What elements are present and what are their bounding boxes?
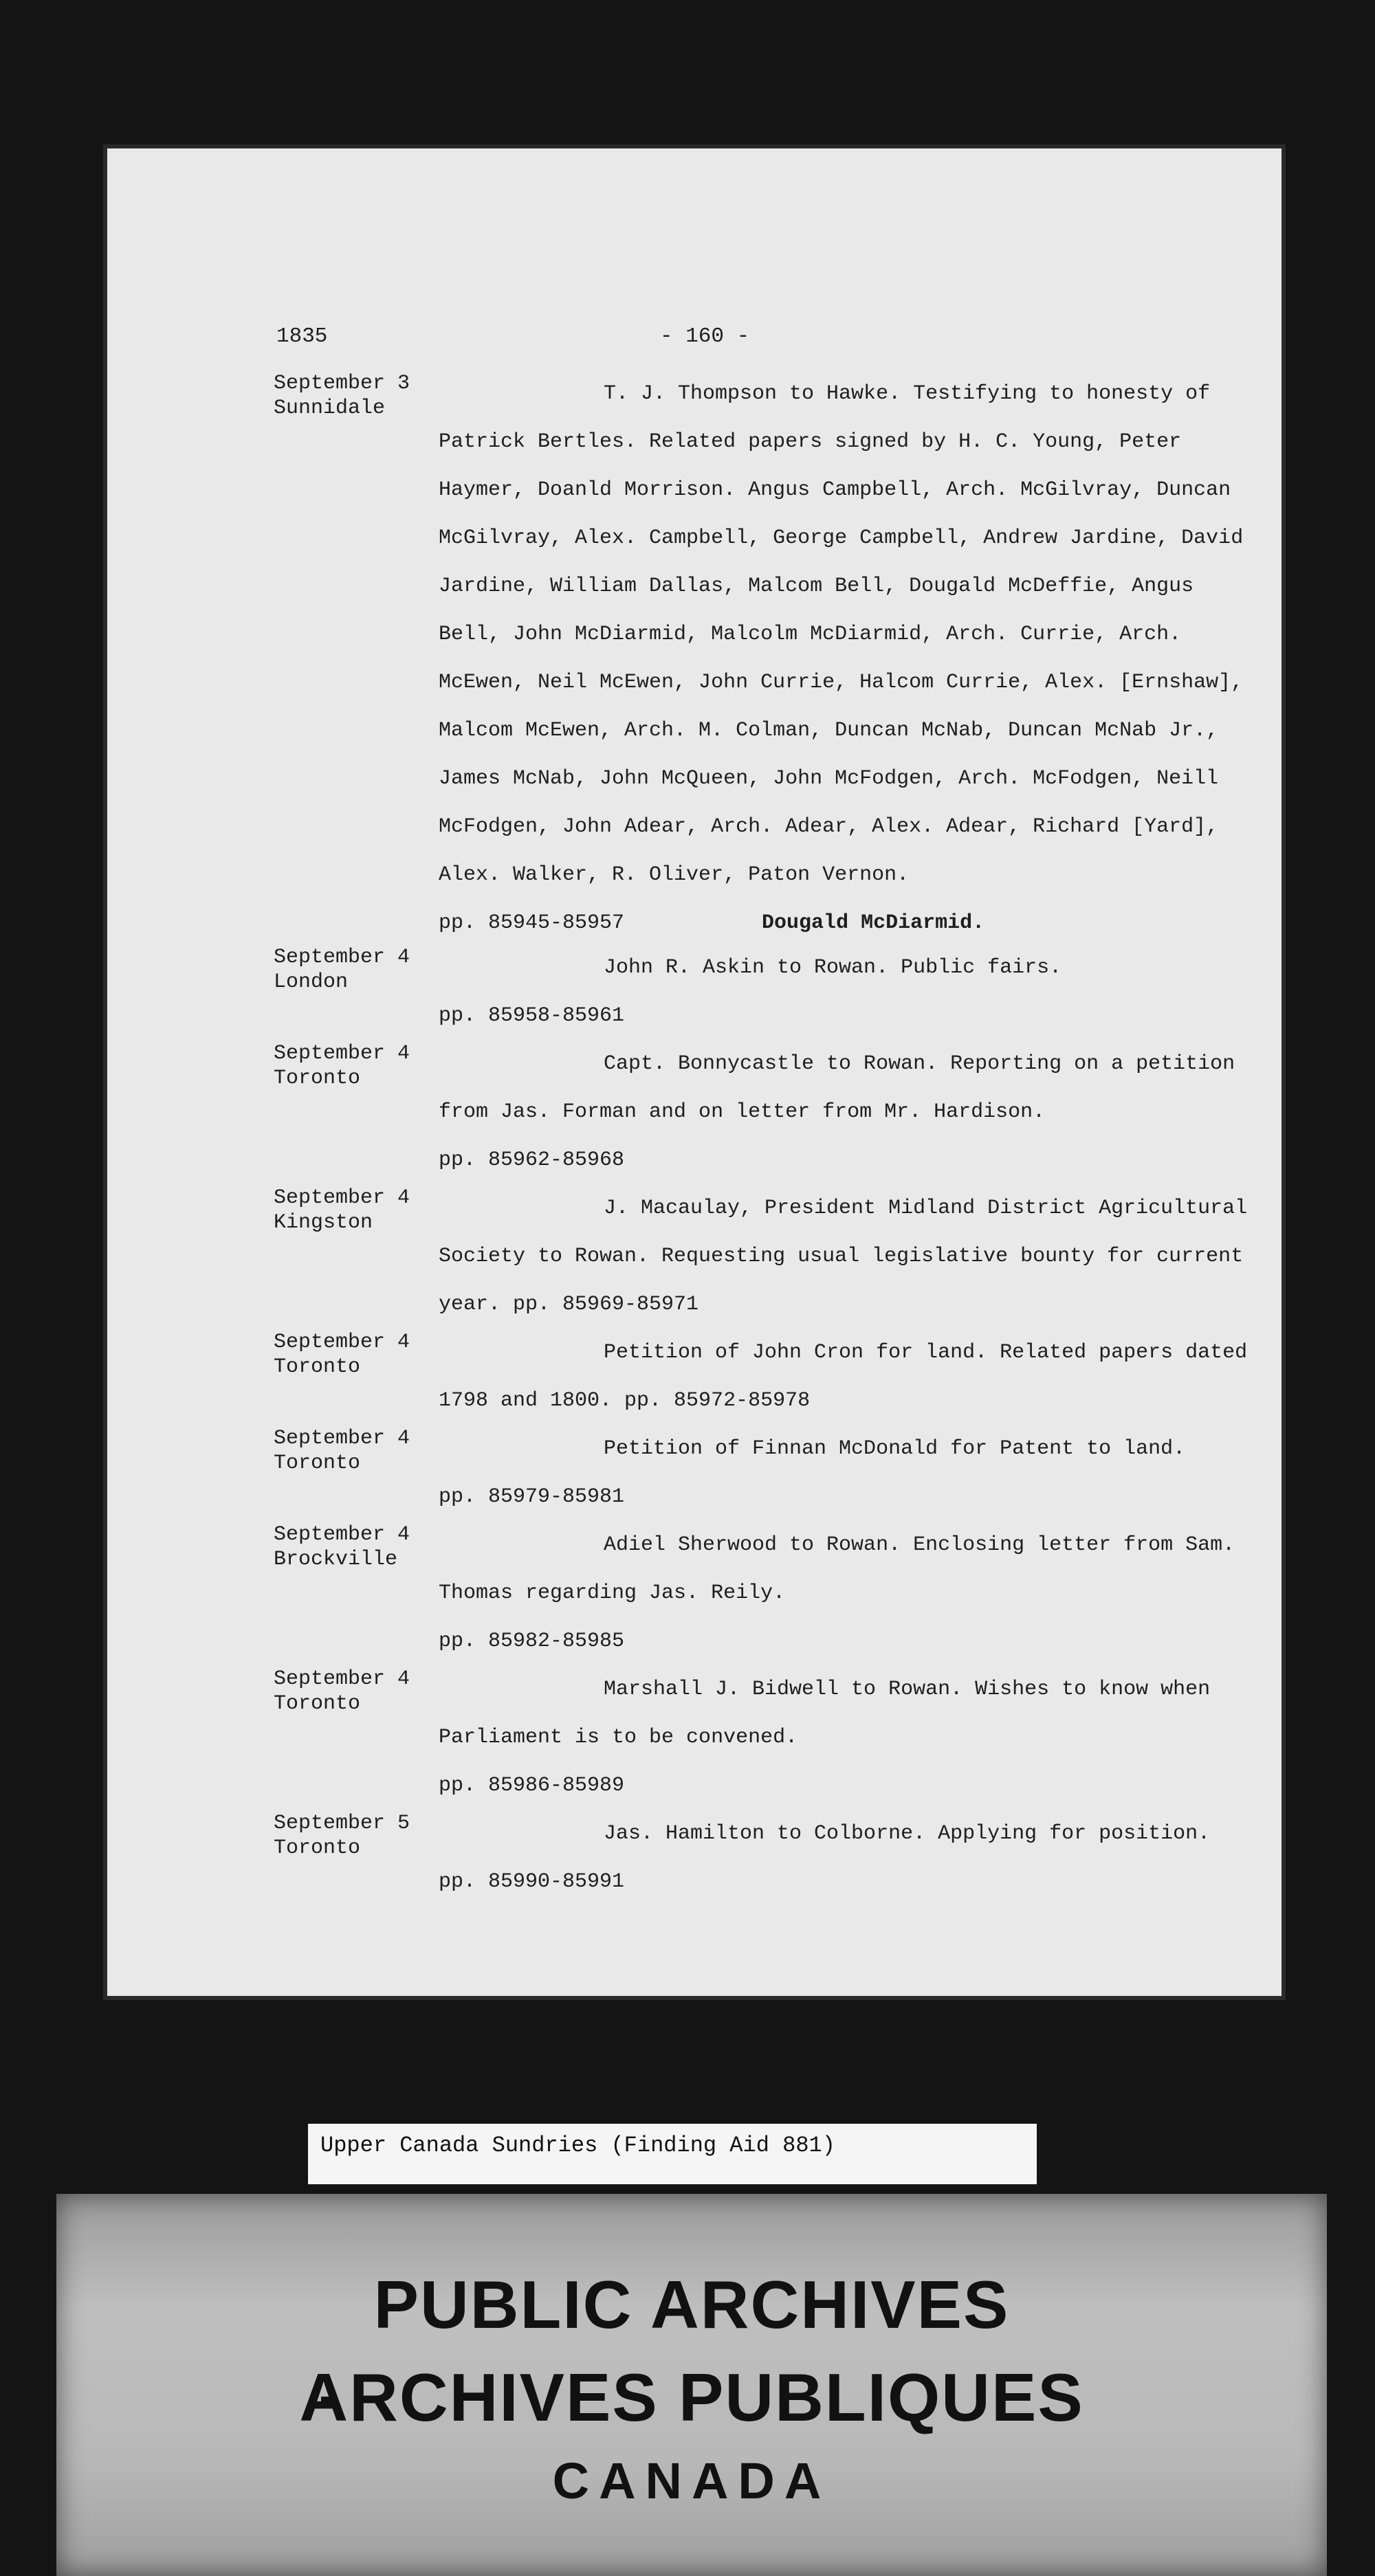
document-page [103,144,1286,2000]
entry-date: September 4 [274,1042,410,1065]
entry-place: London [274,970,349,994]
entry-place: Toronto [274,1692,361,1716]
entry-place: Toronto [274,1355,361,1379]
entry-date: September 4 [274,1331,410,1354]
entry-text: Jas. Hamilton to Colborne. Applying for position. pp. 85990-85991 [439,1822,1211,1894]
entry-pages: pp. 85958-85961 [439,1004,625,1028]
entry-pages: pp. 85979-85981 [439,1485,625,1509]
archives-stamp [56,2194,1327,2576]
entry-pages: pp. 85962-85968 [439,1148,625,1172]
finding-aid-label: Upper Canada Sundries (Finding Aid 881) [308,2124,1037,2184]
entry-place: Toronto [274,1067,361,1090]
entry-text: Marshall J. Bidwell to Rowan. Wishes to know when Parliament is to be convened. [439,1678,1211,1749]
entry-text: Capt. Bonnycastle to Rowan. Reporting on a petition from Jas. Forman and on letter from Mr. Hardison. [439,1052,1235,1124]
entry-place: Toronto [274,1836,361,1860]
entry-date: September 4 [274,1523,410,1546]
entry-signature: Dougald McDiarmid. [762,911,985,935]
page-number: - 160 - [660,324,750,348]
entry-text: T. J. Thompson to Hawke. Testifying to honesty of Patrick Bertles. Related papers signed by H. C. Young, Peter Haymer, Doanld Morrison. Angus Campbell, Arch. McGilvray, Duncan McGilvray, Alex. Campbell, George Campbell, Andrew Jardine, David Jardine, William Dallas, Malcom Bell, Dougald McDeffie, Angus Bell, John McDiarmid, Malcolm McDiarmid, Arch. Currie, Arch. McEwen, Neil McEwen, John Currie, Halcom Currie, Alex. [Ernshaw], Malcom McEwen, Arch. M. Colman, Duncan McNab, Duncan McNab Jr., James McNab, John McQueen, John McFodgen, Arch. McFodgen, Neill McFodgen, John Adear, Arch. Adear, Alex. Adear, Richard [Yard], Alex. Walker, R. Oliver, Paton Vernon. [439,382,1244,887]
stamp-line-english: PUBLIC ARCHIVES [373,2267,1010,2342]
entry-pages: pp. 85986-85989 [439,1774,625,1797]
entry-place: Sunnidale [274,397,386,420]
entry-text: J. Macaulay, President Midland District Agricultural Society to Rowan. Requesting usual legislative bounty for current year. pp. 85969-85971 [439,1197,1248,1316]
entry-text: John R. Askin to Rowan. Public fairs. [604,956,1062,979]
entry-text: Petition of Finnan McDonald for Patent to land. [604,1437,1186,1461]
entry-pages: pp. 85982-85985 [439,1630,625,1653]
entry-text: Adiel Sherwood to Rowan. Enclosing letter from Sam. Thomas regarding Jas. Reily. [439,1533,1235,1605]
entry-date: September 4 [274,1667,410,1691]
entry-date: September 4 [274,1186,410,1210]
entry-date: September 3 [274,372,410,395]
stamp-line-french: ARCHIVES PUBLIQUES [299,2360,1084,2435]
entry-place: Toronto [274,1452,361,1475]
entry-place: Brockville [274,1548,398,1571]
entry-date: September 4 [274,946,410,969]
entry-date: September 4 [274,1427,410,1450]
stamp-line-country: CANADA [552,2452,831,2509]
entry-text: Petition of John Cron for land. Related papers dated 1798 and 1800. pp. 85972-85978 [439,1341,1248,1412]
entry-date: September 5 [274,1812,410,1835]
year-heading: 1835 [276,324,328,348]
entry-place: Kingston [274,1211,373,1234]
entry-pages: pp. 85945-85957 [439,911,625,935]
